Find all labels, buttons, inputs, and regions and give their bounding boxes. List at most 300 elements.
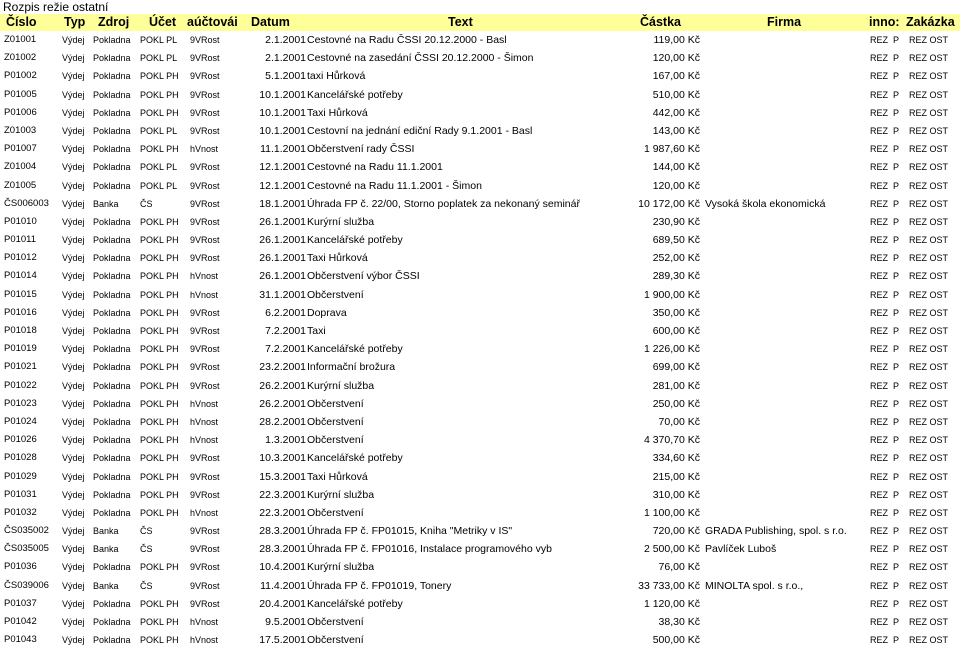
cell-ucet: POKL PH: [140, 235, 179, 246]
cell-text: Občerstvení rady ČSSI: [307, 143, 415, 156]
cell-p: P: [893, 71, 900, 82]
cell-text: Cestovné na Radu 11.1.2001 - Šimon: [307, 179, 482, 192]
cell-inno: REZ: [870, 71, 888, 82]
cell-text: Kurýrní služba: [307, 488, 375, 501]
cell-text: Občerstvení: [307, 288, 364, 301]
cell-zakazka: REZ OST: [909, 107, 949, 118]
cell-castka: 120,00 Kč: [652, 179, 700, 192]
cell-datum: 5.1.2001: [265, 70, 306, 83]
cell-auct: 9VRost: [190, 453, 220, 464]
cell-zdroj: Pokladna: [93, 271, 131, 282]
table-row: [0, 86, 960, 104]
cell-inno: REZ: [870, 507, 888, 518]
cell-castka: 4 370,70 Kč: [643, 434, 700, 447]
cell-zdroj: Pokladna: [93, 598, 131, 609]
cell-zdroj: Banka: [93, 198, 119, 209]
cell-cislo: ČS035005: [4, 543, 49, 555]
cell-castka: 442,00 Kč: [652, 106, 700, 119]
cell-inno: REZ: [870, 398, 888, 409]
cell-zdroj: Pokladna: [93, 107, 131, 118]
cell-zdroj: Pokladna: [93, 380, 131, 391]
cell-auct: 9VRost: [190, 380, 220, 391]
header-datum: Datum: [251, 15, 290, 29]
table-row: [0, 31, 960, 49]
cell-cislo: Z01003: [4, 124, 37, 136]
cell-typ: Výdej: [62, 125, 85, 136]
cell-p: P: [893, 271, 900, 282]
cell-auct: hVnost: [190, 289, 219, 300]
cell-ucet: POKL PH: [140, 216, 179, 227]
cell-datum: 31.1.2001: [259, 288, 306, 301]
cell-cislo: P01026: [4, 434, 37, 446]
cell-datum: 9.5.2001: [265, 616, 306, 628]
cell-zdroj: Pokladna: [93, 307, 131, 318]
cell-typ: Výdej: [62, 216, 85, 227]
cell-p: P: [893, 89, 900, 100]
cell-typ: Výdej: [62, 526, 85, 537]
cell-inno: REZ: [870, 580, 888, 591]
cell-datum: 10.1.2001: [259, 106, 306, 119]
cell-inno: REZ: [870, 107, 888, 118]
cell-p: P: [893, 125, 900, 136]
cell-datum: 10.1.2001: [259, 124, 306, 137]
cell-p: P: [893, 53, 900, 64]
cell-ucet: POKL PH: [140, 89, 179, 100]
cell-castka: 70,00 Kč: [658, 415, 700, 428]
cell-zdroj: Pokladna: [93, 216, 131, 227]
cell-typ: Výdej: [62, 144, 85, 155]
cell-typ: Výdej: [62, 635, 85, 646]
cell-ucet: ČS: [140, 580, 153, 591]
table-row: [0, 249, 960, 267]
table-row: [0, 67, 960, 85]
cell-cislo: P01036: [4, 561, 37, 573]
cell-cislo: P01005: [4, 88, 37, 100]
cell-datum: 26.1.2001: [259, 215, 306, 228]
cell-text: Občerstvení: [307, 434, 364, 447]
table-row: [0, 158, 960, 176]
cell-castka: 167,00 Kč: [652, 70, 700, 83]
cell-text: Kancelářské potřeby: [307, 597, 403, 610]
cell-zdroj: Banka: [93, 526, 119, 537]
cell-ucet: POKL PH: [140, 362, 179, 373]
cell-zdroj: Pokladna: [93, 125, 131, 136]
cell-cislo: Z01001: [4, 34, 37, 45]
cell-cislo: P01012: [4, 252, 37, 264]
cell-castka: 689,50 Kč: [652, 234, 700, 247]
table-header: [0, 14, 960, 31]
cell-auct: 9VRost: [190, 125, 220, 136]
cell-p: P: [893, 580, 900, 591]
cell-inno: REZ: [870, 162, 888, 173]
cell-castka: 10 172,00 Kč: [638, 197, 700, 210]
cell-inno: REZ: [870, 526, 888, 537]
cell-p: P: [893, 180, 900, 191]
cell-auct: hVnost: [190, 416, 219, 427]
cell-text: Taxi Hůrková: [307, 470, 368, 483]
table-row: [0, 195, 960, 213]
cell-datum: 18.1.2001: [259, 197, 306, 210]
cell-p: P: [893, 507, 900, 518]
cell-typ: Výdej: [62, 198, 85, 209]
cell-auct: hVnost: [190, 617, 219, 627]
cell-castka: 310,00 Kč: [652, 488, 700, 501]
cell-p: P: [893, 344, 900, 355]
cell-castka: 2 500,00 Kč: [643, 543, 700, 556]
cell-zakazka: REZ OST: [909, 216, 949, 227]
cell-castka: 252,00 Kč: [652, 252, 700, 265]
cell-ucet: POKL PL: [140, 35, 178, 45]
cell-zdroj: Pokladna: [93, 362, 131, 373]
cell-zakazka: REZ OST: [909, 507, 949, 518]
cell-castka: 144,00 Kč: [652, 161, 700, 174]
cell-cislo: P01032: [4, 506, 37, 518]
cell-typ: Výdej: [62, 453, 85, 464]
cell-typ: Výdej: [62, 307, 85, 318]
cell-auct: 9VRost: [190, 326, 220, 336]
header-castka: Částka: [640, 15, 681, 29]
cell-ucet: POKL PH: [140, 380, 179, 391]
cell-castka: 230,90 Kč: [652, 215, 700, 228]
cell-datum: 17.5.2001: [259, 634, 306, 647]
header-cislo: Číslo: [6, 15, 37, 29]
cell-typ: Výdej: [62, 53, 85, 64]
cell-ucet: POKL PH: [140, 489, 179, 500]
cell-typ: Výdej: [62, 107, 85, 118]
cell-auct: 9VRost: [190, 89, 220, 100]
header-auctovani: aúčtovái: [187, 15, 238, 29]
cell-ucet: POKL PH: [140, 344, 179, 355]
cell-auct: hVnost: [190, 435, 219, 446]
cell-zakazka: REZ OST: [909, 580, 949, 591]
cell-cislo: ČS035002: [4, 525, 49, 537]
cell-inno: REZ: [870, 471, 888, 482]
header-firma: Firma: [767, 15, 802, 29]
table-row: [0, 631, 960, 649]
cell-zakazka: REZ OST: [909, 344, 949, 355]
cell-auct: 9VRost: [190, 107, 220, 118]
cell-inno: REZ: [870, 562, 888, 573]
cell-cislo: P01037: [4, 597, 37, 609]
cell-text: Kancelářské potřeby: [307, 88, 403, 101]
cell-inno: REZ: [870, 271, 888, 282]
cell-castka: 250,00 Kč: [652, 397, 700, 410]
cell-p: P: [893, 471, 900, 482]
cell-typ: Výdej: [62, 89, 85, 100]
cell-text: Doprava: [307, 306, 347, 319]
cell-inno: REZ: [870, 544, 888, 555]
cell-typ: Výdej: [62, 253, 85, 264]
header-zdroj: Zdroj: [98, 15, 130, 29]
cell-ucet: POKL PH: [140, 471, 179, 482]
table-row: [0, 213, 960, 231]
cell-cislo: ČS039006: [4, 579, 49, 591]
cell-castka: 699,00 Kč: [652, 361, 700, 374]
cell-inno: REZ: [870, 144, 888, 155]
cell-typ: Výdej: [62, 362, 85, 373]
cell-auct: 9VRost: [190, 162, 220, 173]
table-row: [0, 140, 960, 158]
table-row: [0, 486, 960, 504]
cell-auct: hVnost: [190, 144, 219, 155]
cell-zdroj: Pokladna: [93, 89, 131, 100]
cell-auct: 9VRost: [190, 598, 220, 609]
cell-text: Cestovné na Radu 11.1.2001: [307, 161, 443, 174]
cell-castka: 289,30 Kč: [652, 270, 700, 283]
cell-datum: 26.1.2001: [259, 270, 306, 283]
cell-cislo: P01042: [4, 616, 37, 627]
cell-zdroj: Banka: [93, 544, 119, 555]
cell-cislo: P01011: [4, 234, 37, 246]
cell-ucet: POKL PH: [140, 289, 179, 300]
cell-p: P: [893, 453, 900, 464]
cell-zakazka: REZ OST: [909, 53, 949, 64]
table-row: [0, 358, 960, 376]
cell-zdroj: Pokladna: [93, 453, 131, 464]
cell-datum: 28.2.2001: [259, 415, 306, 428]
cell-ucet: POKL PL: [140, 53, 178, 64]
cell-p: P: [893, 526, 900, 537]
cell-zdroj: Pokladna: [93, 635, 131, 646]
report-title: Rozpis režie ostatní: [3, 0, 109, 14]
cell-inno: REZ: [870, 289, 888, 300]
cell-cislo: P01024: [4, 415, 37, 427]
cell-text: Kancelářské potřeby: [307, 343, 403, 356]
cell-cislo: P01016: [4, 306, 37, 318]
cell-datum: 26.2.2001: [259, 379, 306, 392]
cell-ucet: POKL PH: [140, 435, 179, 446]
cell-ucet: POKL PH: [140, 326, 179, 336]
cell-datum: 2.1.2001: [265, 52, 306, 65]
cell-inno: REZ: [870, 35, 888, 45]
cell-auct: 9VRost: [190, 180, 220, 191]
table-row: [0, 540, 960, 558]
cell-zdroj: Pokladna: [93, 416, 131, 427]
cell-zdroj: Pokladna: [93, 562, 131, 573]
table-row: [0, 413, 960, 431]
cell-zakazka: REZ OST: [909, 489, 949, 500]
cell-zakazka: REZ OST: [909, 253, 949, 264]
cell-castka: 1 226,00 Kč: [643, 343, 700, 356]
cell-cislo: P01015: [4, 288, 37, 300]
cell-zakazka: REZ OST: [909, 198, 949, 209]
cell-text: Taxi: [307, 325, 326, 337]
cell-cislo: P01010: [4, 215, 37, 227]
cell-zakazka: REZ OST: [909, 71, 949, 82]
cell-p: P: [893, 617, 900, 627]
cell-p: P: [893, 162, 900, 173]
cell-zdroj: Pokladna: [93, 180, 131, 191]
cell-castka: 1 100,00 Kč: [643, 506, 700, 519]
cell-auct: 9VRost: [190, 53, 220, 64]
cell-inno: REZ: [870, 307, 888, 318]
cell-inno: REZ: [870, 89, 888, 100]
cell-text: Kurýrní služba: [307, 561, 375, 574]
cell-ucet: POKL PH: [140, 398, 179, 409]
cell-zdroj: Pokladna: [93, 326, 131, 336]
cell-cislo: Z01005: [4, 179, 37, 191]
cell-zdroj: Pokladna: [93, 617, 131, 627]
cell-p: P: [893, 253, 900, 264]
cell-cislo: Z01004: [4, 161, 37, 173]
cell-castka: 350,00 Kč: [652, 306, 700, 319]
table-row: [0, 431, 960, 449]
cell-ucet: POKL PH: [140, 416, 179, 427]
table-row: [0, 522, 960, 540]
cell-zakazka: REZ OST: [909, 89, 949, 100]
cell-zakazka: REZ OST: [909, 35, 949, 45]
cell-castka: 38,30 Kč: [658, 616, 700, 628]
cell-datum: 10.1.2001: [259, 88, 306, 101]
cell-auct: 9VRost: [190, 580, 220, 591]
cell-datum: 11.1.2001: [260, 143, 306, 156]
cell-text: Cestovné na zasedání ČSSI 20.12.2000 - Šimon: [307, 52, 534, 65]
table-row: [0, 322, 960, 340]
cell-datum: 26.2.2001: [259, 397, 306, 410]
cell-inno: REZ: [870, 617, 888, 627]
cell-datum: 7.2.2001: [265, 343, 306, 356]
cell-auct: 9VRost: [190, 562, 220, 573]
table-row: [0, 449, 960, 467]
cell-typ: Výdej: [62, 180, 85, 191]
cell-typ: Výdej: [62, 617, 85, 627]
cell-datum: 12.1.2001: [259, 179, 306, 192]
cell-datum: 7.2.2001: [265, 325, 306, 337]
cell-typ: Výdej: [62, 380, 85, 391]
cell-zakazka: REZ OST: [909, 180, 949, 191]
cell-zakazka: REZ OST: [909, 271, 949, 282]
cell-datum: 10.3.2001: [259, 452, 306, 465]
cell-zdroj: Pokladna: [93, 398, 131, 409]
cell-inno: REZ: [870, 326, 888, 336]
cell-zakazka: REZ OST: [909, 453, 949, 464]
cell-zakazka: REZ OST: [909, 307, 949, 318]
cell-text: Úhrada FP č. FP01019, Tonery: [307, 579, 452, 592]
cell-p: P: [893, 35, 900, 45]
table-row: [0, 395, 960, 413]
cell-ucet: POKL PH: [140, 107, 179, 118]
cell-cislo: P01006: [4, 106, 37, 118]
cell-datum: 22.3.2001: [259, 488, 306, 501]
cell-zdroj: Pokladna: [93, 435, 131, 446]
cell-text: Občerstvení: [307, 415, 364, 428]
cell-castka: 500,00 Kč: [652, 634, 700, 647]
cell-zakazka: REZ OST: [909, 617, 949, 627]
cell-text: Kancelářské potřeby: [307, 234, 403, 247]
cell-castka: 33 733,00 Kč: [638, 579, 700, 592]
cell-datum: 6.2.2001: [265, 306, 306, 319]
cell-castka: 1 900,00 Kč: [643, 288, 700, 301]
cell-auct: 9VRost: [190, 526, 220, 537]
cell-ucet: POKL PH: [140, 453, 179, 464]
table-row: [0, 613, 960, 631]
cell-p: P: [893, 307, 900, 318]
cell-text: Cestovní na jednání ediční Rady 9.1.2001 - Basl: [307, 124, 533, 137]
cell-typ: Výdej: [62, 235, 85, 246]
cell-zdroj: Pokladna: [93, 53, 131, 64]
cell-p: P: [893, 362, 900, 373]
cell-datum: 23.2.2001: [259, 361, 306, 374]
cell-zakazka: REZ OST: [909, 235, 949, 246]
header-zakazka: Zakázka: [906, 15, 955, 29]
cell-cislo: P01043: [4, 634, 37, 646]
cell-typ: Výdej: [62, 489, 85, 500]
cell-zakazka: REZ OST: [909, 562, 949, 573]
table-row: [0, 231, 960, 249]
header-typ: Typ: [64, 15, 86, 29]
cell-datum: 15.3.2001: [259, 470, 306, 483]
header-inno: inno:: [869, 15, 900, 29]
cell-zakazka: REZ OST: [909, 398, 949, 409]
cell-auct: 9VRost: [190, 544, 220, 555]
cell-castka: 510,00 Kč: [652, 88, 700, 101]
cell-castka: 281,00 Kč: [652, 379, 700, 392]
cell-zdroj: Pokladna: [93, 489, 131, 500]
cell-cislo: P01007: [4, 143, 37, 155]
cell-firma: Pavlíček Luboš: [705, 543, 777, 556]
cell-typ: Výdej: [62, 416, 85, 427]
cell-p: P: [893, 435, 900, 446]
cell-ucet: POKL PH: [140, 617, 179, 627]
cell-typ: Výdej: [62, 35, 85, 45]
cell-typ: Výdej: [62, 544, 85, 555]
cell-auct: 9VRost: [190, 471, 220, 482]
cell-inno: REZ: [870, 344, 888, 355]
cell-auct: hVnost: [190, 271, 219, 282]
cell-zakazka: REZ OST: [909, 598, 949, 609]
cell-auct: 9VRost: [190, 307, 220, 318]
cell-zakazka: REZ OST: [909, 162, 949, 173]
cell-ucet: ČS: [140, 544, 153, 555]
cell-zdroj: Pokladna: [93, 344, 131, 355]
cell-inno: REZ: [870, 435, 888, 446]
table-row: [0, 122, 960, 140]
cell-cislo: P01019: [4, 343, 37, 355]
cell-inno: REZ: [870, 635, 888, 646]
cell-zakazka: REZ OST: [909, 144, 949, 155]
cell-typ: Výdej: [62, 398, 85, 409]
cell-auct: 9VRost: [190, 362, 220, 373]
cell-auct: 9VRost: [190, 344, 220, 355]
cell-p: P: [893, 489, 900, 500]
cell-zakazka: REZ OST: [909, 544, 949, 555]
cell-p: P: [893, 598, 900, 609]
table-row: [0, 577, 960, 595]
cell-p: P: [893, 416, 900, 427]
cell-typ: Výdej: [62, 271, 85, 282]
table-row: [0, 267, 960, 285]
cell-castka: 120,00 Kč: [652, 52, 700, 65]
cell-text: Taxi Hůrková: [307, 106, 368, 119]
cell-zdroj: Pokladna: [93, 144, 131, 155]
cell-datum: 2.1.2001: [265, 34, 306, 46]
header-ucet: Účet: [149, 15, 177, 29]
cell-inno: REZ: [870, 216, 888, 227]
header-text: Text: [448, 15, 473, 29]
cell-text: Úhrada FP č. FP01015, Kniha "Metriky v IS": [307, 525, 513, 538]
cell-text: taxi Hůrková: [307, 70, 366, 83]
cell-inno: REZ: [870, 125, 888, 136]
cell-auct: 9VRost: [190, 71, 220, 82]
cell-zakazka: REZ OST: [909, 416, 949, 427]
cell-text: Občerstvení: [307, 397, 364, 410]
cell-p: P: [893, 562, 900, 573]
cell-castka: 1 120,00 Kč: [643, 597, 700, 610]
cell-cislo: ČS006003: [4, 197, 49, 209]
cell-castka: 334,60 Kč: [652, 452, 700, 465]
cell-datum: 12.1.2001: [259, 161, 306, 174]
cell-inno: REZ: [870, 362, 888, 373]
